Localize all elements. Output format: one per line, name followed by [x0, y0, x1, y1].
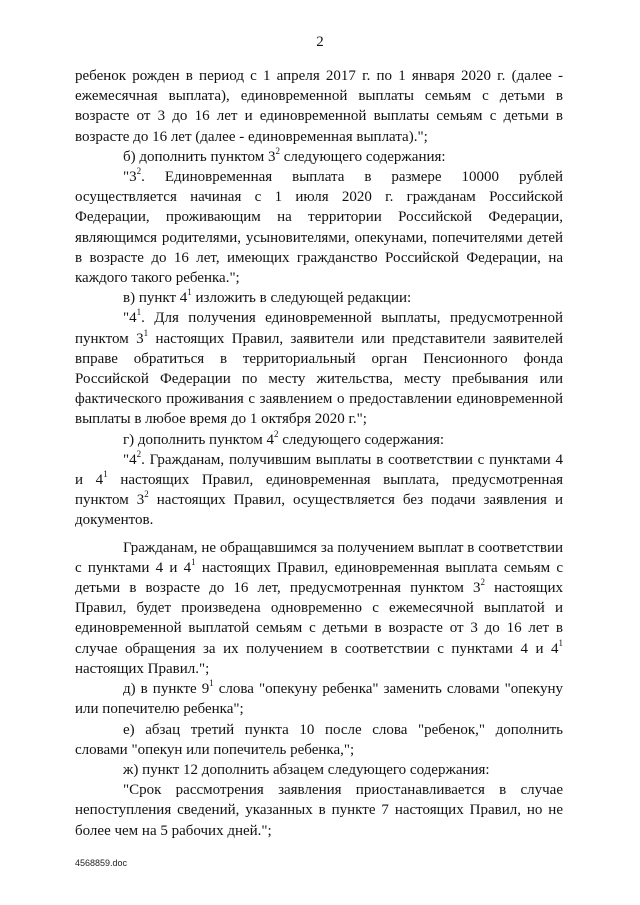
item-v: в) пункт $4^1$ изложить в следующей редакции: [123, 287, 412, 307]
item-d: д) в пункте $9^1$ слова "опекуну ребенка" заменить словами "опекуну или попечителю ребенка"; [75, 678, 563, 718]
quote-point-4-1: "$4^1$. Для получения единовременной выплаты, предусмотренной пунктом $3^1$ настоящих Правил, заявители или представители заявителей вправе обратиться в территориальный орган Пенсионного фонда Российской Федерации по месту жительства, месту пребывания или фактического проживания с заявлением о предоставлении единовременной выплаты в любое время до 1 октября 2020 г."; [75, 307, 563, 428]
quote-point-3-2: "$3^2$. Единовременная выплата в размере 10000 рублей осуществляется начиная с 1 июля 2020 г. гражданам Российской Федерации, проживающим на территории Российской Федерации, являющимся родителями, усыновителями, опекунами, попечителями детей в возрасте до 16 лет, имеющих гражданство Российской Федерации, на каждого такого ребенка."; [75, 166, 563, 287]
page-number: 2 [316, 34, 324, 50]
file-name-footer: 4568859.doc [75, 858, 128, 868]
item-g: г) дополнить пунктом $4^2$ следующего содержания: [123, 428, 445, 448]
quote-point-4-2: "$4^2$. Гражданам, получившим выплаты в соответствии с пунктами 4 и $4^1$ настоящих Правил, единовременная выплата, предусмотренная пунктом $3^2$ настоящих Правил, осуществляется без подачи заявления и документов. [75, 448, 563, 529]
item-e: е) абзац третий пункта 10 после слова "ребенок," дополнить словами "опекун или попечитель ребенка,"; [75, 721, 563, 758]
paragraph-citizens: Гражданам, не обращавшимся за получением выплат в соответствии с пунктами 4 и $4^1$ настоящих Правил, единовременная выплата семьям с детьми в возрасте до 16 лет, предусмотренная пунктом $3^2$ настоящих Правил, будет произведена одновременно с ежемесячной выплатой и единовременной выплатой семьям с детьми в возрасте от 3 до 16 лет в случае обращения за их получением в соответствии с пунктами 4 и $4^1$ настоящих Правил."; [75, 539, 563, 677]
document-body [75, 66, 563, 841]
item-zh: ж) пункт 12 дополнить абзацем следующего содержания: [123, 761, 490, 778]
item-b: б) дополнить пунктом $3^2$ следующего содержания: [123, 145, 446, 165]
quote-review-period: "Срок рассмотрения заявления приостанавливается в случае непоступления сведений, указанных в пункте 7 настоящих Правил, но не более чем на 5 рабочих дней."; [75, 782, 563, 839]
paragraph-intro: ребенок рожден в период с 1 апреля 2017 г. по 1 января 2020 г. (далее - ежемесячная выплата), единовременной выплаты семьям с детьми в возрасте от 3 до 16 лет и единовременной выплаты семьям с детьми в возрасте до 16 лет (далее - единовременная выплата)."; [75, 68, 563, 145]
